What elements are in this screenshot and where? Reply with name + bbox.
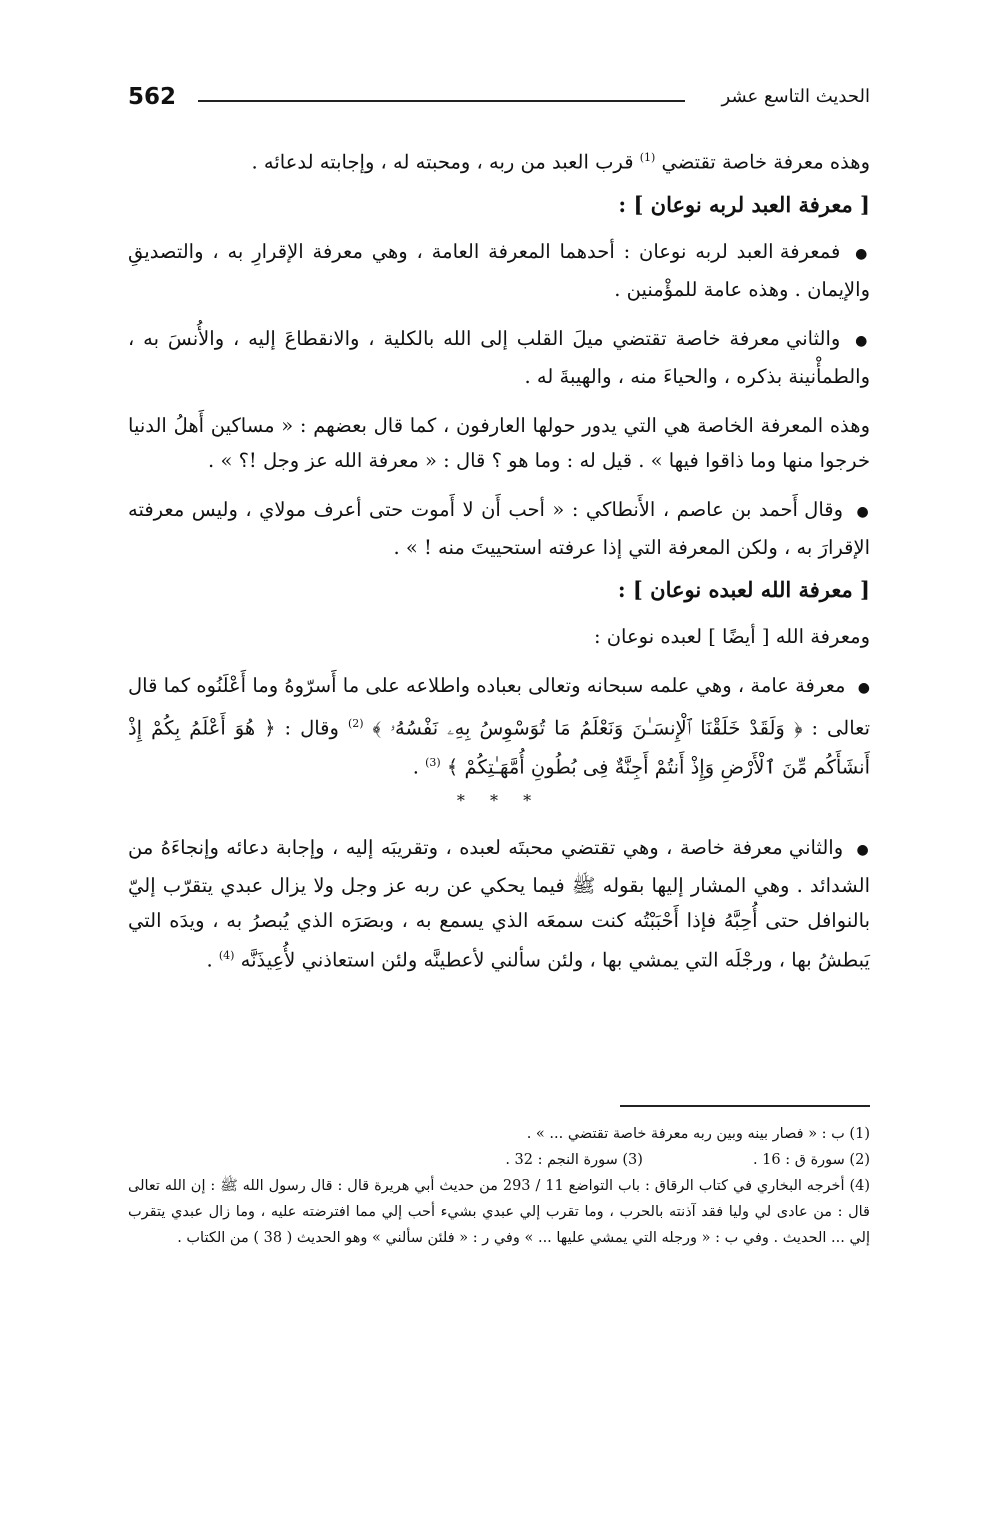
paragraph-text: والثاني معرفة خاصة ، وهي تقتضي محبتَه لعبده ، وتقريبَه إليه ، وإجابة دعائه وإنجاءَهُ من الشدائد . وهي المشار إليها بقوله ﷺ فيما يحكي عن ربه عز وجل ولا يزال عبدي يتقرّب إليّ بالنوافل حتى أُحِبَّهُ فإذا أَحْبَبْتُه كنت سمعَه الذي يسمع به ، وبصَرَه الذي يُبصرُ به ، ويدَه التي يَبطشُ بها ، ورجْلَه التي يمشي بها ، ولئن سألني لأعطينَّه ولئن استعاذني لأُعِيذَنَّه xyxy=(128,835,870,971)
footnotes xyxy=(128,1105,870,1251)
footnote-ref-1: (1) xyxy=(639,151,656,164)
paragraph-intro-rest: قرب العبد من ربه ، ومحبته له ، وإجابته لدعائه . xyxy=(251,150,634,174)
main-text xyxy=(128,140,870,991)
footnote-row xyxy=(128,1147,870,1173)
paragraph-text: معرفة عامة ، وهي علمه سبحانه وتعالى بعباده واطلاعه على ما أَسرّوهُ وما أَعْلَنُوه كما قال تعالى : ﴿ وَلَقَدْ خَلَقْنَا ٱلْإِنسَـٰنَ وَنَعْلَمُ مَا تُوَسْوِسُ بِهِۦ نَفْسُهُۥ ﴾ xyxy=(128,673,871,739)
paragraph-intro-text: وهذه معرفة خاصة تقتضي xyxy=(661,150,870,174)
paragraph-arifun: وهذه المعرفة الخاصة هي التي يدور حولها العارفون ، كما قال بعضهم : « مساكين أَهلُ الدنيا خرجوا منها وما ذاقوا فيها » . قيل له : وما هو ؟ قال : « معرفة الله عز وجل !؟ » . xyxy=(128,413,870,472)
paragraph-quran-verses xyxy=(128,668,870,785)
bullet-icon: ● xyxy=(855,332,871,349)
footnote-4: (4) أخرجه البخاري في كتاب الرقاق : باب التواضع 11 / 293 من حديث أبي هريرة قال : قال رسول الله ﷺ : إن الله تعالى قال : من عادى لي وليا فقد آذنته بالحرب ، وما تقرب إلي عبدي بشيء أحب إلي مما افترضته عليه ، وما زال عبدي يتقرب إلي ... الحديث . وفي ب : « ورجله التي يمشي عليها ... » وفي ر : « فلئن سألني » وهو الحديث ( 38 ) من الكتاب . xyxy=(128,1178,871,1246)
footnote-ref-4: (4) xyxy=(218,948,235,962)
footnote-2: (2) سورة ق : 16 . xyxy=(752,1152,870,1168)
footnote-rule xyxy=(620,1105,870,1107)
section-separator: * * * xyxy=(456,790,542,810)
paragraph-text: والثاني معرفة خاصة تقتضي ميلَ القلب إلى الله بالكلية ، والانقطاعَ إليه ، والأُنسَ به ، والطمأْنينة بذكره ، والحياءَ منه ، والهيبةَ له . xyxy=(128,326,870,388)
paragraph-special-knowledge xyxy=(128,321,870,394)
footnote-ref-2: (2) xyxy=(347,716,364,730)
page-header xyxy=(128,76,870,116)
running-title: الحديث التاسع عشر xyxy=(721,86,870,107)
paragraph-two-types: ومعرفة الله [ أيضًا ] لعبده نوعان : xyxy=(593,624,870,648)
bullet-icon: ● xyxy=(856,841,870,858)
section-heading-1: [ معرفة العبد لربه نوعان ] : xyxy=(618,191,870,217)
paragraph-hadith xyxy=(128,830,870,978)
bullet-icon: ● xyxy=(857,679,870,696)
paragraph-text: فمعرفة العبد لربه نوعان : أحدهما المعرفة العامة ، وهي معرفة الإقرارِ به ، والتصديقِ والإيمان . وهذه عامة للمؤْمنين . xyxy=(128,239,870,301)
bullet-icon: ● xyxy=(855,245,871,262)
paragraph-intro xyxy=(128,140,870,180)
page-number: 562 xyxy=(128,84,177,110)
paragraph-end: . xyxy=(206,948,213,971)
footnote-ref-3: (3) xyxy=(425,756,441,769)
paragraph-text: وقال أَحمد بن عاصم ، الأَنطاكي : « أحب أَن لا أَموت حتى أعرف مولاي ، وليس معرفته الإقرارَ به ، ولكن المعرفة التي إذا عرفته استحييتَ منه ! » . xyxy=(128,497,870,559)
paragraph-general-knowledge xyxy=(128,234,870,307)
bullet-icon: ● xyxy=(856,503,871,520)
section-heading-2: [ معرفة الله لعبده نوعان ] : xyxy=(617,576,870,602)
paragraph-text-cont: وقال : ﴿ هُوَ أَعْلَمُ بِكُمْ إِذْ أَنشَأَكُم مِّنَ ٱلْأَرْضِ وَإِذْ أَنتُمْ أَجِنَّةٌ فِى بُطُونِ أُمَّهَـٰتِكُمْ ﴾ xyxy=(128,716,870,779)
paragraph-end: . xyxy=(412,755,419,779)
paragraph-antaki xyxy=(128,492,870,565)
footnote-1: (1) ب : « فصار بينه وبين ربه معرفة خاصة تقتضي ... » . xyxy=(526,1126,870,1142)
footnote-3: (3) سورة النجم : 32 . xyxy=(505,1152,643,1168)
header-rule xyxy=(198,100,685,102)
